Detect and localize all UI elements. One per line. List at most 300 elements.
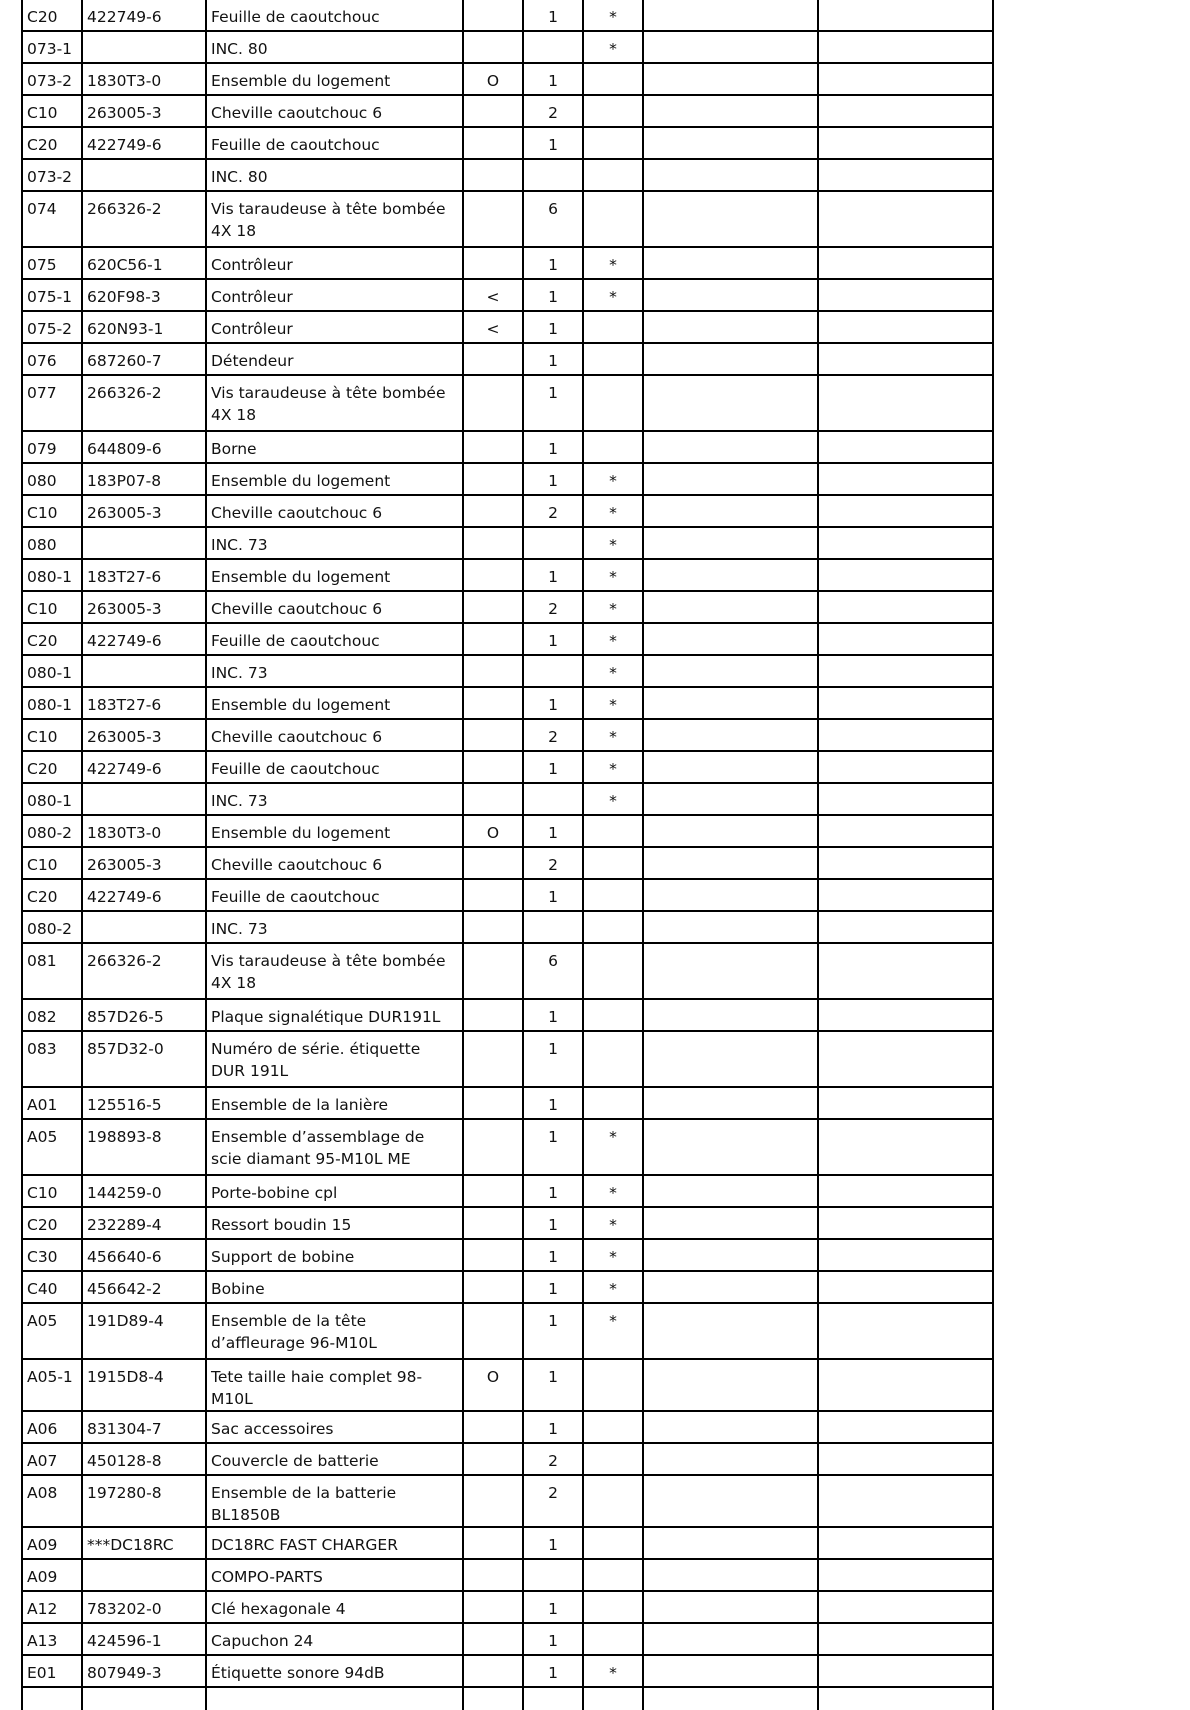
blank-cell: [643, 191, 818, 247]
table-row: [22, 687, 993, 719]
part-number-cell: 266326-2: [82, 943, 206, 999]
blank-cell: [643, 463, 818, 495]
blank-cell: [818, 911, 993, 943]
part-description-cell: Feuille de caoutchouc: [206, 0, 463, 31]
blank-cell: [643, 719, 818, 751]
part-quantity-cell: [523, 655, 583, 687]
part-number-cell: [82, 527, 206, 559]
part-number-cell: 687260-7: [82, 343, 206, 375]
part-note-cell: *: [583, 279, 643, 311]
part-ref-cell: 080-1: [22, 559, 82, 591]
table-row: [22, 495, 993, 527]
part-note-cell: [583, 847, 643, 879]
part-flag-cell: [463, 495, 523, 527]
part-ref-cell: A12: [22, 1591, 82, 1623]
part-description-cell: Feuille de caoutchouc: [206, 879, 463, 911]
part-note-cell: *: [583, 719, 643, 751]
table-row: [22, 95, 993, 127]
blank-cell: [643, 815, 818, 847]
part-ref-cell: 076: [22, 343, 82, 375]
part-flag-cell: [463, 911, 523, 943]
blank-cell: [818, 1655, 993, 1687]
part-note-cell: [583, 311, 643, 343]
part-note-cell: [583, 375, 643, 431]
part-note-cell: *: [583, 1655, 643, 1687]
blank-cell: [643, 783, 818, 815]
part-flag-cell: <: [463, 311, 523, 343]
part-flag-cell: [463, 655, 523, 687]
part-flag-cell: [463, 1271, 523, 1303]
blank-cell: [643, 159, 818, 191]
blank-cell: [643, 1623, 818, 1655]
blank-cell: [818, 1175, 993, 1207]
part-ref-cell: 080-2: [22, 911, 82, 943]
blank-cell: [818, 1303, 993, 1359]
part-description-cell: Ressort boudin 15: [206, 1207, 463, 1239]
part-description-cell: Support de bobine: [206, 1239, 463, 1271]
table-row: [22, 719, 993, 751]
part-flag-cell: [463, 343, 523, 375]
blank-cell: [643, 911, 818, 943]
part-ref-cell: A08: [22, 1475, 82, 1527]
part-quantity-cell: 2: [523, 847, 583, 879]
part-number-cell: 197280-8: [82, 1475, 206, 1527]
part-ref-cell: C30: [22, 1239, 82, 1271]
blank-cell: [818, 815, 993, 847]
part-quantity-cell: 6: [523, 191, 583, 247]
part-description-cell: Contrôleur: [206, 279, 463, 311]
part-flag-cell: [463, 191, 523, 247]
blank-cell: [643, 655, 818, 687]
part-quantity-cell: 1: [523, 999, 583, 1031]
part-flag-cell: [463, 1119, 523, 1175]
blank-cell: [818, 655, 993, 687]
blank-cell: [818, 719, 993, 751]
part-flag-cell: [463, 591, 523, 623]
part-quantity-cell: 1: [523, 1271, 583, 1303]
part-description-cell: Ensemble du logement: [206, 815, 463, 847]
part-number-cell: 232289-4: [82, 1207, 206, 1239]
part-number-cell: [82, 31, 206, 63]
part-note-cell: *: [583, 591, 643, 623]
part-quantity-cell: 1: [523, 311, 583, 343]
part-ref-cell: 080: [22, 527, 82, 559]
blank-cell: [818, 0, 993, 31]
blank-cell: [643, 495, 818, 527]
blank-cell: [463, 1687, 523, 1710]
blank-cell: [818, 1031, 993, 1087]
part-quantity-cell: 1: [523, 127, 583, 159]
part-quantity-cell: 1: [523, 879, 583, 911]
blank-cell: [818, 1443, 993, 1475]
part-quantity-cell: 1: [523, 815, 583, 847]
part-quantity-cell: 1: [523, 1359, 583, 1411]
part-ref-cell: 075-2: [22, 311, 82, 343]
part-flag-cell: O: [463, 1359, 523, 1411]
part-number-cell: 422749-6: [82, 0, 206, 31]
table-row: [22, 815, 993, 847]
blank-cell: [643, 591, 818, 623]
part-quantity-cell: 1: [523, 1411, 583, 1443]
table-row: [22, 1303, 993, 1359]
part-description-cell: INC. 73: [206, 911, 463, 943]
blank-cell: [818, 1475, 993, 1527]
part-description-cell: Cheville caoutchouc 6: [206, 495, 463, 527]
part-description-cell: Feuille de caoutchouc: [206, 127, 463, 159]
part-description-cell: Ensemble de la batterie BL1850B: [206, 1475, 463, 1527]
part-flag-cell: [463, 1655, 523, 1687]
part-ref-cell: C20: [22, 623, 82, 655]
part-quantity-cell: 2: [523, 591, 583, 623]
part-description-cell: Cheville caoutchouc 6: [206, 719, 463, 751]
table-row: [22, 591, 993, 623]
part-ref-cell: C40: [22, 1271, 82, 1303]
part-flag-cell: O: [463, 815, 523, 847]
table-row: [22, 1207, 993, 1239]
part-number-cell: 620F98-3: [82, 279, 206, 311]
blank-cell: [643, 559, 818, 591]
part-description-cell: Ensemble du logement: [206, 559, 463, 591]
part-ref-cell: C20: [22, 1207, 82, 1239]
blank-cell: [818, 1119, 993, 1175]
part-quantity-cell: [523, 911, 583, 943]
part-description-cell: Capuchon 24: [206, 1623, 463, 1655]
blank-cell: [643, 1303, 818, 1359]
part-note-cell: *: [583, 31, 643, 63]
part-description-cell: DC18RC FAST CHARGER: [206, 1527, 463, 1559]
part-note-cell: *: [583, 527, 643, 559]
part-number-cell: 857D26-5: [82, 999, 206, 1031]
blank-cell: [643, 1591, 818, 1623]
blank-cell: [818, 1271, 993, 1303]
blank-cell: [643, 0, 818, 31]
part-description-cell: Cheville caoutchouc 6: [206, 95, 463, 127]
part-note-cell: *: [583, 623, 643, 655]
part-quantity-cell: 1: [523, 63, 583, 95]
part-note-cell: [583, 159, 643, 191]
part-number-cell: 263005-3: [82, 95, 206, 127]
part-quantity-cell: 1: [523, 687, 583, 719]
part-description-cell: Bobine: [206, 1271, 463, 1303]
part-description-cell: Vis taraudeuse à tête bombée 4X 18: [206, 191, 463, 247]
part-number-cell: 183P07-8: [82, 463, 206, 495]
part-ref-cell: A01: [22, 1087, 82, 1119]
part-number-cell: 263005-3: [82, 495, 206, 527]
blank-cell: [643, 1475, 818, 1527]
blank-cell: [583, 1687, 643, 1710]
table-row: [22, 279, 993, 311]
part-note-cell: [583, 191, 643, 247]
part-quantity-cell: 2: [523, 719, 583, 751]
part-ref-cell: 075-1: [22, 279, 82, 311]
table-row: [22, 127, 993, 159]
part-quantity-cell: 1: [523, 1527, 583, 1559]
blank-cell: [818, 247, 993, 279]
blank-cell: [818, 31, 993, 63]
blank-cell: [643, 1119, 818, 1175]
blank-cell: [818, 343, 993, 375]
blank-cell: [818, 943, 993, 999]
part-number-cell: 183T27-6: [82, 559, 206, 591]
part-number-cell: 263005-3: [82, 719, 206, 751]
blank-cell: [643, 687, 818, 719]
blank-cell: [643, 1559, 818, 1591]
table-row: [22, 879, 993, 911]
part-ref-cell: 080-1: [22, 783, 82, 815]
part-number-cell: 422749-6: [82, 127, 206, 159]
part-description-cell: Détendeur: [206, 343, 463, 375]
blank-cell: [643, 1359, 818, 1411]
part-ref-cell: A05-1: [22, 1359, 82, 1411]
blank-cell: [818, 1687, 993, 1710]
blank-cell: [818, 623, 993, 655]
blank-cell: [818, 783, 993, 815]
part-note-cell: [583, 127, 643, 159]
blank-cell: [818, 1239, 993, 1271]
part-note-cell: *: [583, 1271, 643, 1303]
part-note-cell: *: [583, 463, 643, 495]
part-number-cell: [82, 655, 206, 687]
table-row: [22, 1475, 993, 1527]
blank-cell: [643, 1087, 818, 1119]
part-quantity-cell: 1: [523, 1175, 583, 1207]
blank-cell: [818, 999, 993, 1031]
part-note-cell: *: [583, 783, 643, 815]
part-note-cell: *: [583, 687, 643, 719]
part-quantity-cell: [523, 783, 583, 815]
part-quantity-cell: 1: [523, 431, 583, 463]
part-description-cell: Porte-bobine cpl: [206, 1175, 463, 1207]
part-note-cell: *: [583, 1175, 643, 1207]
part-quantity-cell: [523, 1559, 583, 1591]
blank-cell: [643, 1527, 818, 1559]
table-row: [22, 751, 993, 783]
blank-cell: [818, 879, 993, 911]
part-flag-cell: [463, 1443, 523, 1475]
part-quantity-cell: 1: [523, 1207, 583, 1239]
parts-table: [21, 0, 994, 1710]
part-number-cell: 620C56-1: [82, 247, 206, 279]
part-flag-cell: O: [463, 63, 523, 95]
part-ref-cell: A07: [22, 1443, 82, 1475]
table-row: [22, 1119, 993, 1175]
table-row: [22, 1271, 993, 1303]
blank-cell: [818, 463, 993, 495]
part-note-cell: [583, 815, 643, 847]
part-flag-cell: [463, 1411, 523, 1443]
part-number-cell: ***DC18RC: [82, 1527, 206, 1559]
part-quantity-cell: 1: [523, 463, 583, 495]
table-row: [22, 31, 993, 63]
part-flag-cell: [463, 943, 523, 999]
part-ref-cell: E01: [22, 1655, 82, 1687]
part-flag-cell: [463, 719, 523, 751]
part-ref-cell: A05: [22, 1303, 82, 1359]
part-note-cell: *: [583, 1303, 643, 1359]
part-flag-cell: [463, 783, 523, 815]
blank-cell: [818, 1623, 993, 1655]
part-ref-cell: C10: [22, 95, 82, 127]
part-quantity-cell: [523, 527, 583, 559]
part-quantity-cell: 1: [523, 751, 583, 783]
blank-cell: [818, 1359, 993, 1411]
blank-cell: [818, 63, 993, 95]
blank-cell: [206, 1687, 463, 1710]
table-row: [22, 1087, 993, 1119]
part-flag-cell: [463, 375, 523, 431]
part-number-cell: 456642-2: [82, 1271, 206, 1303]
part-number-cell: [82, 159, 206, 191]
part-description-cell: Couvercle de batterie: [206, 1443, 463, 1475]
part-quantity-cell: 1: [523, 247, 583, 279]
blank-cell: [818, 127, 993, 159]
part-note-cell: *: [583, 1207, 643, 1239]
part-flag-cell: [463, 247, 523, 279]
table-row: [22, 1411, 993, 1443]
part-note-cell: *: [583, 655, 643, 687]
blank-cell: [643, 1239, 818, 1271]
blank-cell: [818, 159, 993, 191]
part-flag-cell: [463, 751, 523, 783]
part-ref-cell: C20: [22, 751, 82, 783]
part-note-cell: [583, 1087, 643, 1119]
blank-cell: [82, 1687, 206, 1710]
part-number-cell: 807949-3: [82, 1655, 206, 1687]
blank-cell: [643, 1271, 818, 1303]
part-flag-cell: [463, 1623, 523, 1655]
part-number-cell: 1830T3-0: [82, 63, 206, 95]
blank-cell: [643, 1443, 818, 1475]
table-row: [22, 0, 993, 31]
part-quantity-cell: 1: [523, 559, 583, 591]
part-number-cell: 266326-2: [82, 191, 206, 247]
part-number-cell: 422749-6: [82, 751, 206, 783]
part-description-cell: Étiquette sonore 94dB: [206, 1655, 463, 1687]
blank-cell: [643, 31, 818, 63]
part-flag-cell: [463, 0, 523, 31]
blank-cell: [818, 687, 993, 719]
part-note-cell: [583, 1591, 643, 1623]
part-number-cell: 456640-6: [82, 1239, 206, 1271]
part-quantity-cell: 6: [523, 943, 583, 999]
part-note-cell: [583, 431, 643, 463]
part-description-cell: Ensemble du logement: [206, 463, 463, 495]
part-number-cell: 857D32-0: [82, 1031, 206, 1087]
part-quantity-cell: 1: [523, 1239, 583, 1271]
part-description-cell: Cheville caoutchouc 6: [206, 847, 463, 879]
part-note-cell: [583, 1411, 643, 1443]
part-number-cell: 1830T3-0: [82, 815, 206, 847]
table-row: [22, 343, 993, 375]
part-note-cell: *: [583, 247, 643, 279]
part-ref-cell: 074: [22, 191, 82, 247]
table-row: [22, 1443, 993, 1475]
blank-cell: [643, 311, 818, 343]
part-flag-cell: [463, 127, 523, 159]
blank-cell: [643, 375, 818, 431]
part-number-cell: 422749-6: [82, 879, 206, 911]
part-number-cell: 422749-6: [82, 623, 206, 655]
part-description-cell: Ensemble de la lanière: [206, 1087, 463, 1119]
part-description-cell: Ensemble du logement: [206, 63, 463, 95]
blank-cell: [818, 1411, 993, 1443]
table-row: [22, 655, 993, 687]
part-ref-cell: 073-2: [22, 63, 82, 95]
part-ref-cell: 079: [22, 431, 82, 463]
part-ref-cell: 077: [22, 375, 82, 431]
table-row: [22, 911, 993, 943]
blank-cell: [818, 751, 993, 783]
blank-cell: [643, 63, 818, 95]
part-flag-cell: [463, 1239, 523, 1271]
part-ref-cell: 073-2: [22, 159, 82, 191]
part-note-cell: [583, 1559, 643, 1591]
part-flag-cell: [463, 527, 523, 559]
blank-cell: [818, 1591, 993, 1623]
part-flag-cell: [463, 159, 523, 191]
part-quantity-cell: 1: [523, 1303, 583, 1359]
part-flag-cell: [463, 1559, 523, 1591]
blank-cell: [643, 1175, 818, 1207]
part-ref-cell: 080-2: [22, 815, 82, 847]
table-row: [22, 1031, 993, 1087]
part-note-cell: [583, 343, 643, 375]
table-row: [22, 1655, 993, 1687]
blank-cell: [643, 431, 818, 463]
part-note-cell: *: [583, 559, 643, 591]
table-row: [22, 1239, 993, 1271]
part-note-cell: *: [583, 1119, 643, 1175]
part-quantity-cell: 1: [523, 1623, 583, 1655]
part-number-cell: 644809-6: [82, 431, 206, 463]
table-row: [22, 463, 993, 495]
blank-cell: [818, 431, 993, 463]
part-description-cell: INC. 80: [206, 31, 463, 63]
part-quantity-cell: 1: [523, 343, 583, 375]
part-number-cell: 198893-8: [82, 1119, 206, 1175]
part-note-cell: [583, 943, 643, 999]
part-quantity-cell: 2: [523, 95, 583, 127]
blank-cell: [818, 375, 993, 431]
table-row: [22, 159, 993, 191]
part-description-cell: Ensemble d’assemblage de scie diamant 95-M10L ME: [206, 1119, 463, 1175]
blank-cell: [643, 127, 818, 159]
table-row: [22, 1559, 993, 1591]
blank-cell: [643, 343, 818, 375]
part-description-cell: INC. 73: [206, 655, 463, 687]
part-note-cell: [583, 1527, 643, 1559]
part-number-cell: [82, 1559, 206, 1591]
part-description-cell: Feuille de caoutchouc: [206, 623, 463, 655]
part-number-cell: [82, 783, 206, 815]
part-quantity-cell: 1: [523, 1591, 583, 1623]
blank-cell: [643, 1411, 818, 1443]
part-ref-cell: 080-1: [22, 687, 82, 719]
part-description-cell: Borne: [206, 431, 463, 463]
table-row: [22, 375, 993, 431]
part-description-cell: Contrôleur: [206, 311, 463, 343]
blank-cell: [818, 847, 993, 879]
blank-cell: [643, 527, 818, 559]
part-quantity-cell: 1: [523, 0, 583, 31]
part-quantity-cell: 1: [523, 1655, 583, 1687]
part-flag-cell: [463, 95, 523, 127]
part-number-cell: [82, 911, 206, 943]
part-ref-cell: A06: [22, 1411, 82, 1443]
table-row: [22, 1175, 993, 1207]
part-ref-cell: A13: [22, 1623, 82, 1655]
part-flag-cell: [463, 847, 523, 879]
